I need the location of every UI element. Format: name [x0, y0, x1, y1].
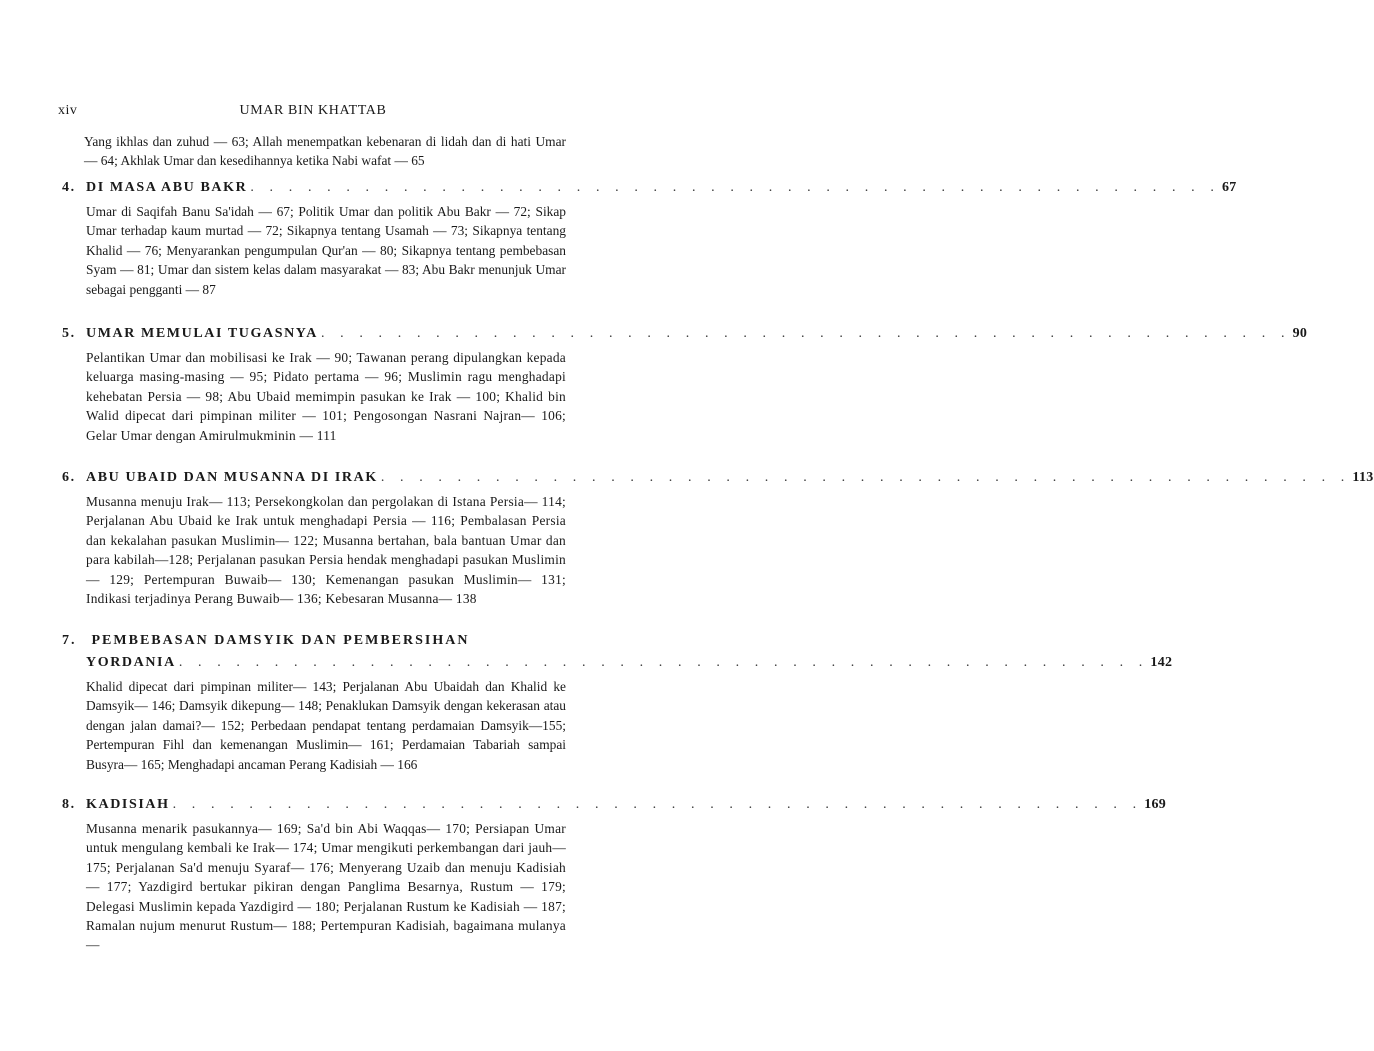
chapter-subtopics: Musanna menuju Irak— 113; Persekongkolan dan pergolakan di Istana Persia— 114; Perjalanan Abu Ubaid ke Irak untuk menghadapi Persia — 116; Pembalasan Persia dan kekalahan pasukan Muslimin— 122; Musanna bertahan, bala bantuan Umar dan para kabilah—128; Perjalanan pasukan Persia hendak menghadapi pasukan Muslimin — 129; Pertempuran Buwaib— 130; Kemenangan pasukan Muslimin— 131; Indikasi terjadinya Perang Buwaib— 136; Kebesaran Musanna— 138 [86, 494, 566, 607]
chapter-number: 4. [62, 180, 76, 195]
chapter-page: 113 [1352, 470, 1374, 485]
dot-leader: . . . . . . . . . . . . . . . . . . . . . . . . . . . . . . . . . . . . . . . . . . . . . . . . . . . [380, 470, 1351, 485]
book-title: UMAR BIN KHATTAB [239, 103, 387, 118]
toc-chapter-7 [62, 630, 1173, 774]
chapter-heading [62, 794, 1167, 816]
chapter-title: DI MASA ABU BAKR [86, 180, 248, 195]
dot-leader: . . . . . . . . . . . . . . . . . . . . . . . . . . . . . . . . . . . . . . . . . . . . . . . . . . . [172, 797, 1143, 812]
chapter-number: 6. [62, 470, 76, 485]
chapter-page: 67 [1221, 180, 1237, 195]
chapter-title-line1: PEMBEBASAN DAMSYIK DAN PEMBERSIHAN [91, 633, 470, 648]
dot-leader: . . . . . . . . . . . . . . . . . . . . . . . . . . . . . . . . . . . . . . . . . . . . . . . . . . . [320, 326, 1291, 341]
running-head [58, 103, 568, 123]
chapter-page: 142 [1150, 655, 1173, 670]
chapter-page: 90 [1292, 326, 1308, 341]
chapter-title: YORDANIA [86, 655, 176, 670]
continuation-entry: Yang ikhlas dan zuhud — 63; Allah menempatkan kebenaran di lidah dan di hati Umar — 64; Akhlak Umar dan kesedihannya ketika Nabi wafat — 65 [84, 134, 566, 169]
dot-leader: . . . . . . . . . . . . . . . . . . . . . . . . . . . . . . . . . . . . . . . . . . . . . . . . . . . [178, 655, 1149, 670]
chapter-subtopics: Musanna menarik pasukannya— 169; Sa'd bin Abi Waqqas— 170; Persiapan Umar untuk mengulang kembali ke Irak— 174; Umar mengikuti perkembangan dari jauh— 175; Perjalanan Sa'd menuju Syaraf— 176; Menyerang Uzaib dan menuju Kadisiah — 177; Yazdigird bertukar pikiran dengan Panglima Besarnya, Rustum — 179; Delegasi Muslimin kepada Yazdigird — 180; Perjalanan Rustum ke Kadisiah — 187; Ramalan nujum menurut Rustum— 188; Pertempuran Kadisiah, bagaimana mulanya — [86, 821, 566, 953]
chapter-page: 169 [1144, 797, 1167, 812]
toc-chapter-4 [62, 177, 1237, 299]
chapter-heading [62, 323, 1308, 345]
dot-leader: . . . . . . . . . . . . . . . . . . . . . . . . . . . . . . . . . . . . . . . . . . . . . . . . . . . [250, 180, 1220, 195]
chapter-title: UMAR MEMULAI TUGASNYA [86, 326, 318, 341]
chapter-heading [62, 652, 1173, 674]
chapter-subtopics: Umar di Saqifah Banu Sa'idah — 67; Politik Umar dan politik Abu Bakr — 72; Sikap Umar terhadap kaum murtad — 72; Sikapnya tentang Usamah — 73; Sikapnya tentang Khalid — 76; Menyarankan pengumpulan Qur'an — 80; Sikapnya tentang pembebasan Syam — 81; Umar dan sistem kelas dalam masyarakat — 83; Abu Bakr menunjuk Umar sebagai pengganti — 87 [86, 204, 566, 297]
chapter-number: 8. [62, 797, 76, 812]
chapter-number: 7. [62, 633, 77, 648]
chapter-heading [62, 467, 1374, 489]
chapter-subtopics: Pelantikan Umar dan mobilisasi ke Irak — 90; Tawanan perang dipulangkan kepada keluarga masing-masing — 95; Pidato pertama — 96; Muslimin ragu menghadapi kehebatan Persia — 98; Abu Ubaid memimpin pasukan ke Irak — 100; Khalid bin Walid dipecat dari pimpinan militer — 101; Pengosongan Nasrani Najran— 106; Gelar Umar dengan Amirulmukminin — 111 [86, 350, 566, 443]
toc-chapter-6 [62, 467, 1374, 608]
page-number: xiv [58, 103, 78, 118]
chapter-heading [62, 177, 1237, 199]
chapter-heading-line1 [62, 630, 566, 652]
chapter-title: KADISIAH [86, 797, 170, 812]
toc-chapter-8 [62, 794, 1167, 955]
chapter-subtopics: Khalid dipecat dari pimpinan militer— 143; Perjalanan Abu Ubaidah dan Khalid ke Damsyik— 146; Damsyik dikepung— 148; Penaklukan Damsyik dengan kekerasan atau dengan jalan damai?— 152; Perbedaan pendapat tentang perdamaian Damsyik—155; Pertempuran Fihl dan kemenangan Muslimin— 161; Perdamaian Tabariah sampai Busyra— 165; Menghadapi ancaman Perang Kadisiah — 166 [86, 679, 566, 772]
chapter-number: 5. [62, 326, 76, 341]
toc-chapter-5 [62, 323, 1308, 445]
chapter-title: ABU UBAID DAN MUSANNA DI IRAK [86, 470, 378, 485]
